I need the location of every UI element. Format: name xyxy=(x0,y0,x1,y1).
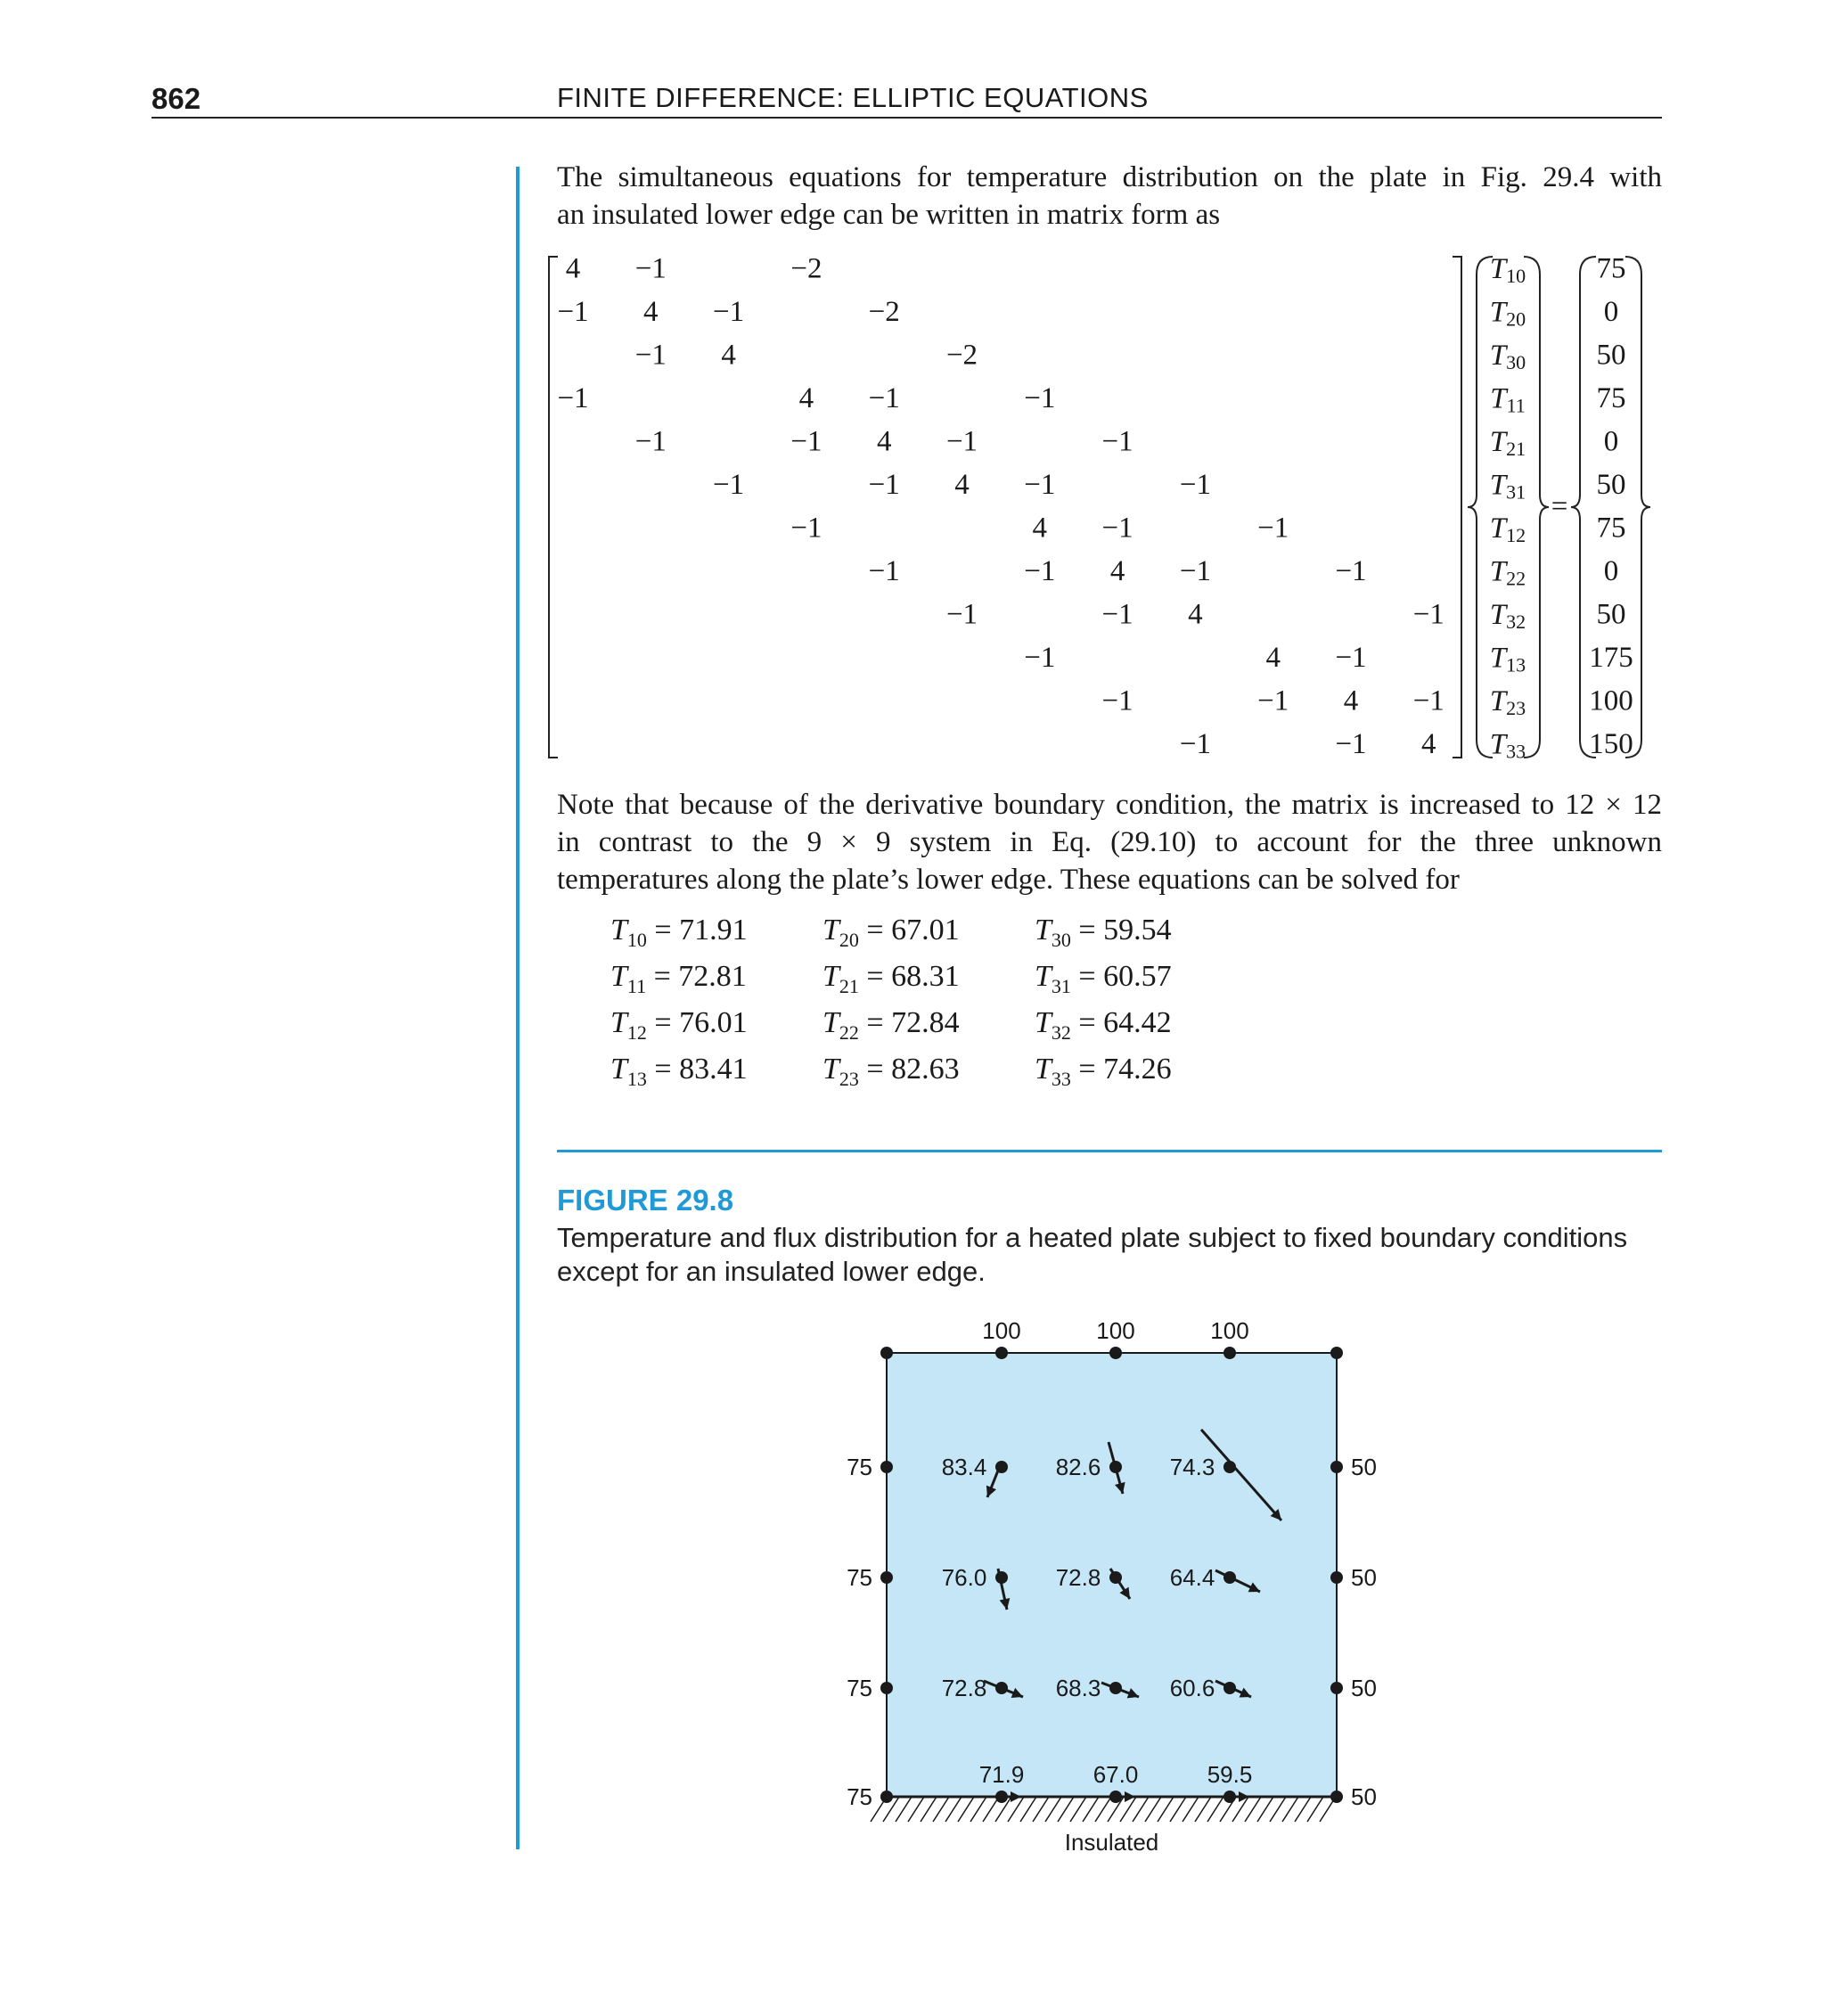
unknown-symbol: $T_{31}$ xyxy=(1489,469,1526,504)
solution-entry: $T_{11} = 72.81$ xyxy=(610,960,747,997)
left-boundary-label: 75 xyxy=(847,1454,872,1480)
matrix-cell: −1 xyxy=(634,339,667,372)
interior-node xyxy=(1109,1682,1122,1694)
unknowns-left-brace xyxy=(1468,257,1493,758)
interior-node xyxy=(995,1461,1008,1473)
insulation-hatch xyxy=(871,1797,1336,1822)
rhs-value: 75 xyxy=(1596,252,1626,285)
matrix-cell: −1 xyxy=(557,296,589,329)
solution-entry: $T_{33} = 74.26$ xyxy=(1035,1053,1172,1090)
unknown-symbol: $T_{12}$ xyxy=(1489,512,1526,547)
rhs-value: 150 xyxy=(1589,728,1633,761)
matrix-cell: −1 xyxy=(1024,555,1056,588)
rhs-value: 0 xyxy=(1603,425,1619,458)
bottom-node xyxy=(1109,1791,1122,1803)
top-boundary-dot xyxy=(1223,1347,1236,1359)
paragraph-intro xyxy=(557,159,1662,234)
interior-node-label: 68.3 xyxy=(1055,1675,1101,1701)
matrix-cell: −1 xyxy=(945,598,978,631)
unknown-symbol: $T_{11}$ xyxy=(1490,382,1526,417)
paragraph-line: The simultaneous equations for temperature distribution on the plate in Fig. 29.4 with xyxy=(557,161,1662,193)
matrix-cell: −1 xyxy=(1101,425,1133,458)
matrix-cell: −1 xyxy=(1024,382,1056,415)
matrix-cell: −1 xyxy=(1101,684,1133,717)
solution-entry: $T_{31} = 60.57$ xyxy=(1035,960,1172,997)
matrix-cell: −1 xyxy=(1101,598,1133,631)
paragraph-line: in contrast to the 9 × 9 system in Eq. (29.10) to account for the three unknown xyxy=(557,826,1662,858)
matrix-cell: −1 xyxy=(1335,642,1367,675)
interior-node xyxy=(1223,1461,1236,1473)
interior-node-label: 82.6 xyxy=(1055,1454,1101,1480)
left-boundary-dot xyxy=(880,1682,893,1694)
matrix-cell: −1 xyxy=(1179,728,1211,761)
insulated-label: Insulated xyxy=(1064,1829,1159,1856)
matrix-cell: 4 xyxy=(1032,512,1048,545)
unknown-symbol: $T_{22}$ xyxy=(1489,555,1526,590)
right-boundary-dot xyxy=(1330,1682,1343,1694)
matrix-cell: −1 xyxy=(790,425,822,458)
unknown-symbol: $T_{20}$ xyxy=(1489,296,1526,331)
margin-bar xyxy=(516,167,520,1849)
solution-entry: $T_{10} = 71.91$ xyxy=(610,914,748,951)
matrix-cell: −1 xyxy=(713,296,745,329)
running-head: FINITE DIFFERENCE: ELLIPTIC EQUATIONS xyxy=(557,82,1149,113)
interior-node xyxy=(995,1682,1008,1694)
unknown-symbol: $T_{21}$ xyxy=(1489,425,1526,461)
unknown-symbol: $T_{30}$ xyxy=(1489,339,1526,374)
matrix-cell: −1 xyxy=(868,382,900,415)
interior-node xyxy=(995,1571,1008,1584)
interior-node-label: 60.6 xyxy=(1169,1675,1215,1701)
solution-entry: $T_{23} = 82.63$ xyxy=(822,1053,960,1090)
matrix-cell: −1 xyxy=(557,382,589,415)
interior-node-label: 76.0 xyxy=(941,1564,987,1591)
top-boundary-dot xyxy=(1109,1347,1122,1359)
unknown-symbol: $T_{13}$ xyxy=(1489,642,1526,676)
left-boundary-label: 75 xyxy=(847,1564,872,1591)
matrix-cell: 4 xyxy=(565,252,581,285)
bottom-node-label: 59.5 xyxy=(1207,1761,1253,1788)
matrix-cell: 4 xyxy=(643,296,659,329)
matrix-cell: −1 xyxy=(868,469,900,502)
matrix-cell: −1 xyxy=(1101,512,1133,545)
interior-node-label: 72.8 xyxy=(1055,1564,1101,1591)
rhs-value: 50 xyxy=(1596,339,1626,372)
right-boundary-label: 50 xyxy=(1351,1454,1377,1480)
rhs-value: 75 xyxy=(1596,512,1626,545)
matrix-cell: −2 xyxy=(945,339,978,372)
interior-node-label: 72.8 xyxy=(941,1675,987,1701)
interior-node-label: 64.4 xyxy=(1169,1564,1215,1591)
unknown-symbol: $T_{32}$ xyxy=(1489,598,1526,634)
bottom-node xyxy=(1223,1791,1236,1803)
matrix-cell: 4 xyxy=(1188,598,1203,631)
top-boundary-label: 100 xyxy=(1096,1317,1135,1344)
matrix-cell: −1 xyxy=(790,512,822,545)
left-boundary-dot xyxy=(880,1571,893,1584)
matrix-right-bracket xyxy=(1453,257,1461,758)
matrix-cell: −1 xyxy=(945,425,978,458)
matrix-cell: 4 xyxy=(721,339,736,372)
figure-label: FIGURE 29.8 xyxy=(557,1184,734,1217)
figure-rule xyxy=(557,1150,1662,1152)
figure-caption: Temperature and flux distribution for a heated plate subject to fixed boundary conditions except for an insulated lower edge. xyxy=(557,1222,1628,1287)
paragraph-line: Note that because of the derivative boundary condition, the matrix is increased to 12 × 12 xyxy=(557,789,1662,821)
solution-entry: $T_{20} = 67.01$ xyxy=(822,914,960,951)
rhs-value: 100 xyxy=(1589,684,1633,717)
matrix-cell: 4 xyxy=(1109,555,1125,588)
bottom-node-label: 67.0 xyxy=(1093,1761,1139,1788)
matrix-cell: 4 xyxy=(1265,642,1281,675)
right-boundary-label: 50 xyxy=(1351,1564,1377,1591)
equals-sign: = xyxy=(1551,490,1568,523)
bottom-node-label: 71.9 xyxy=(978,1761,1025,1788)
matrix-cell: −1 xyxy=(1179,555,1211,588)
matrix-cell: −1 xyxy=(1335,555,1367,588)
rhs-value: 0 xyxy=(1603,555,1619,588)
matrix-cell: −2 xyxy=(868,296,900,329)
matrix-cell: 4 xyxy=(1343,684,1359,717)
matrix-cell: 4 xyxy=(876,425,892,458)
matrix-cell: 4 xyxy=(1421,728,1436,761)
unknown-symbol: $T_{33}$ xyxy=(1489,728,1526,763)
solution-entry: $T_{21} = 68.31$ xyxy=(822,960,960,997)
matrix-left-bracket xyxy=(549,257,558,758)
interior-node-label: 74.3 xyxy=(1169,1454,1215,1480)
matrix-cell: −1 xyxy=(1024,469,1056,502)
right-boundary-dot xyxy=(1330,1791,1343,1803)
unknown-symbol: $T_{23}$ xyxy=(1489,684,1526,720)
rhs-value: 175 xyxy=(1589,642,1633,675)
right-boundary-label: 50 xyxy=(1351,1783,1377,1810)
solution-entry: $T_{12} = 76.01$ xyxy=(610,1006,748,1044)
solution-entry: $T_{13} = 83.41$ xyxy=(610,1053,748,1090)
left-boundary-dot xyxy=(880,1791,893,1803)
bottom-node xyxy=(995,1791,1008,1803)
matrix-cell: −1 xyxy=(1257,512,1289,545)
rhs-right-brace xyxy=(1625,257,1650,758)
left-boundary-dot xyxy=(880,1461,893,1473)
top-boundary-label: 100 xyxy=(982,1317,1021,1344)
right-boundary-dot xyxy=(1330,1461,1343,1473)
top-boundary-label: 100 xyxy=(1210,1317,1249,1344)
right-boundary-dot xyxy=(1330,1571,1343,1584)
interior-node xyxy=(1223,1682,1236,1694)
rhs-value: 0 xyxy=(1603,296,1619,329)
top-boundary-dot xyxy=(995,1347,1008,1359)
interior-node xyxy=(1109,1571,1122,1584)
matrix-cell: −1 xyxy=(1257,684,1289,717)
matrix-cell: −1 xyxy=(634,425,667,458)
matrix-cell: −1 xyxy=(1335,728,1367,761)
solution-entry: $T_{32} = 64.42$ xyxy=(1035,1006,1172,1044)
matrix-cell: −1 xyxy=(713,469,745,502)
plate-figure xyxy=(820,1301,1444,1872)
matrix-cell: −1 xyxy=(634,252,667,285)
paragraph-note xyxy=(557,786,1662,898)
matrix-cell: 4 xyxy=(798,382,814,415)
unknown-symbol: $T_{10}$ xyxy=(1489,252,1526,288)
matrix-cell: 4 xyxy=(954,469,970,502)
matrix-cell: −1 xyxy=(1024,642,1056,675)
header-rule xyxy=(151,117,1662,119)
page-number: 862 xyxy=(151,82,201,115)
left-boundary-label: 75 xyxy=(847,1783,872,1810)
paragraph-line: an insulated lower edge can be written in matrix form as xyxy=(557,199,1221,231)
solution-entry: $T_{22} = 72.84$ xyxy=(822,1006,960,1044)
matrix-cell: −1 xyxy=(1412,598,1444,631)
rhs-left-brace xyxy=(1571,257,1596,758)
left-boundary-label: 75 xyxy=(847,1675,872,1701)
interior-node-label: 83.4 xyxy=(941,1454,987,1480)
matrix-equation xyxy=(544,250,1680,766)
matrix-cell: −2 xyxy=(790,252,822,285)
right-boundary-label: 50 xyxy=(1351,1675,1377,1701)
solution-entry: $T_{30} = 59.54$ xyxy=(1035,914,1172,951)
matrix-cell: −1 xyxy=(868,555,900,588)
matrix-cell: −1 xyxy=(1412,684,1444,717)
rhs-value: 50 xyxy=(1596,469,1626,502)
rhs-value: 75 xyxy=(1596,382,1626,415)
matrix-cell: −1 xyxy=(1179,469,1211,502)
corner-dot xyxy=(1330,1347,1343,1359)
interior-node xyxy=(1223,1571,1236,1584)
paragraph-line: temperatures along the plate’s lower edge. These equations can be solved for xyxy=(557,864,1460,896)
rhs-value: 50 xyxy=(1596,598,1626,631)
corner-dot xyxy=(880,1347,893,1359)
interior-node xyxy=(1109,1461,1122,1473)
unknowns-right-brace xyxy=(1524,257,1549,758)
